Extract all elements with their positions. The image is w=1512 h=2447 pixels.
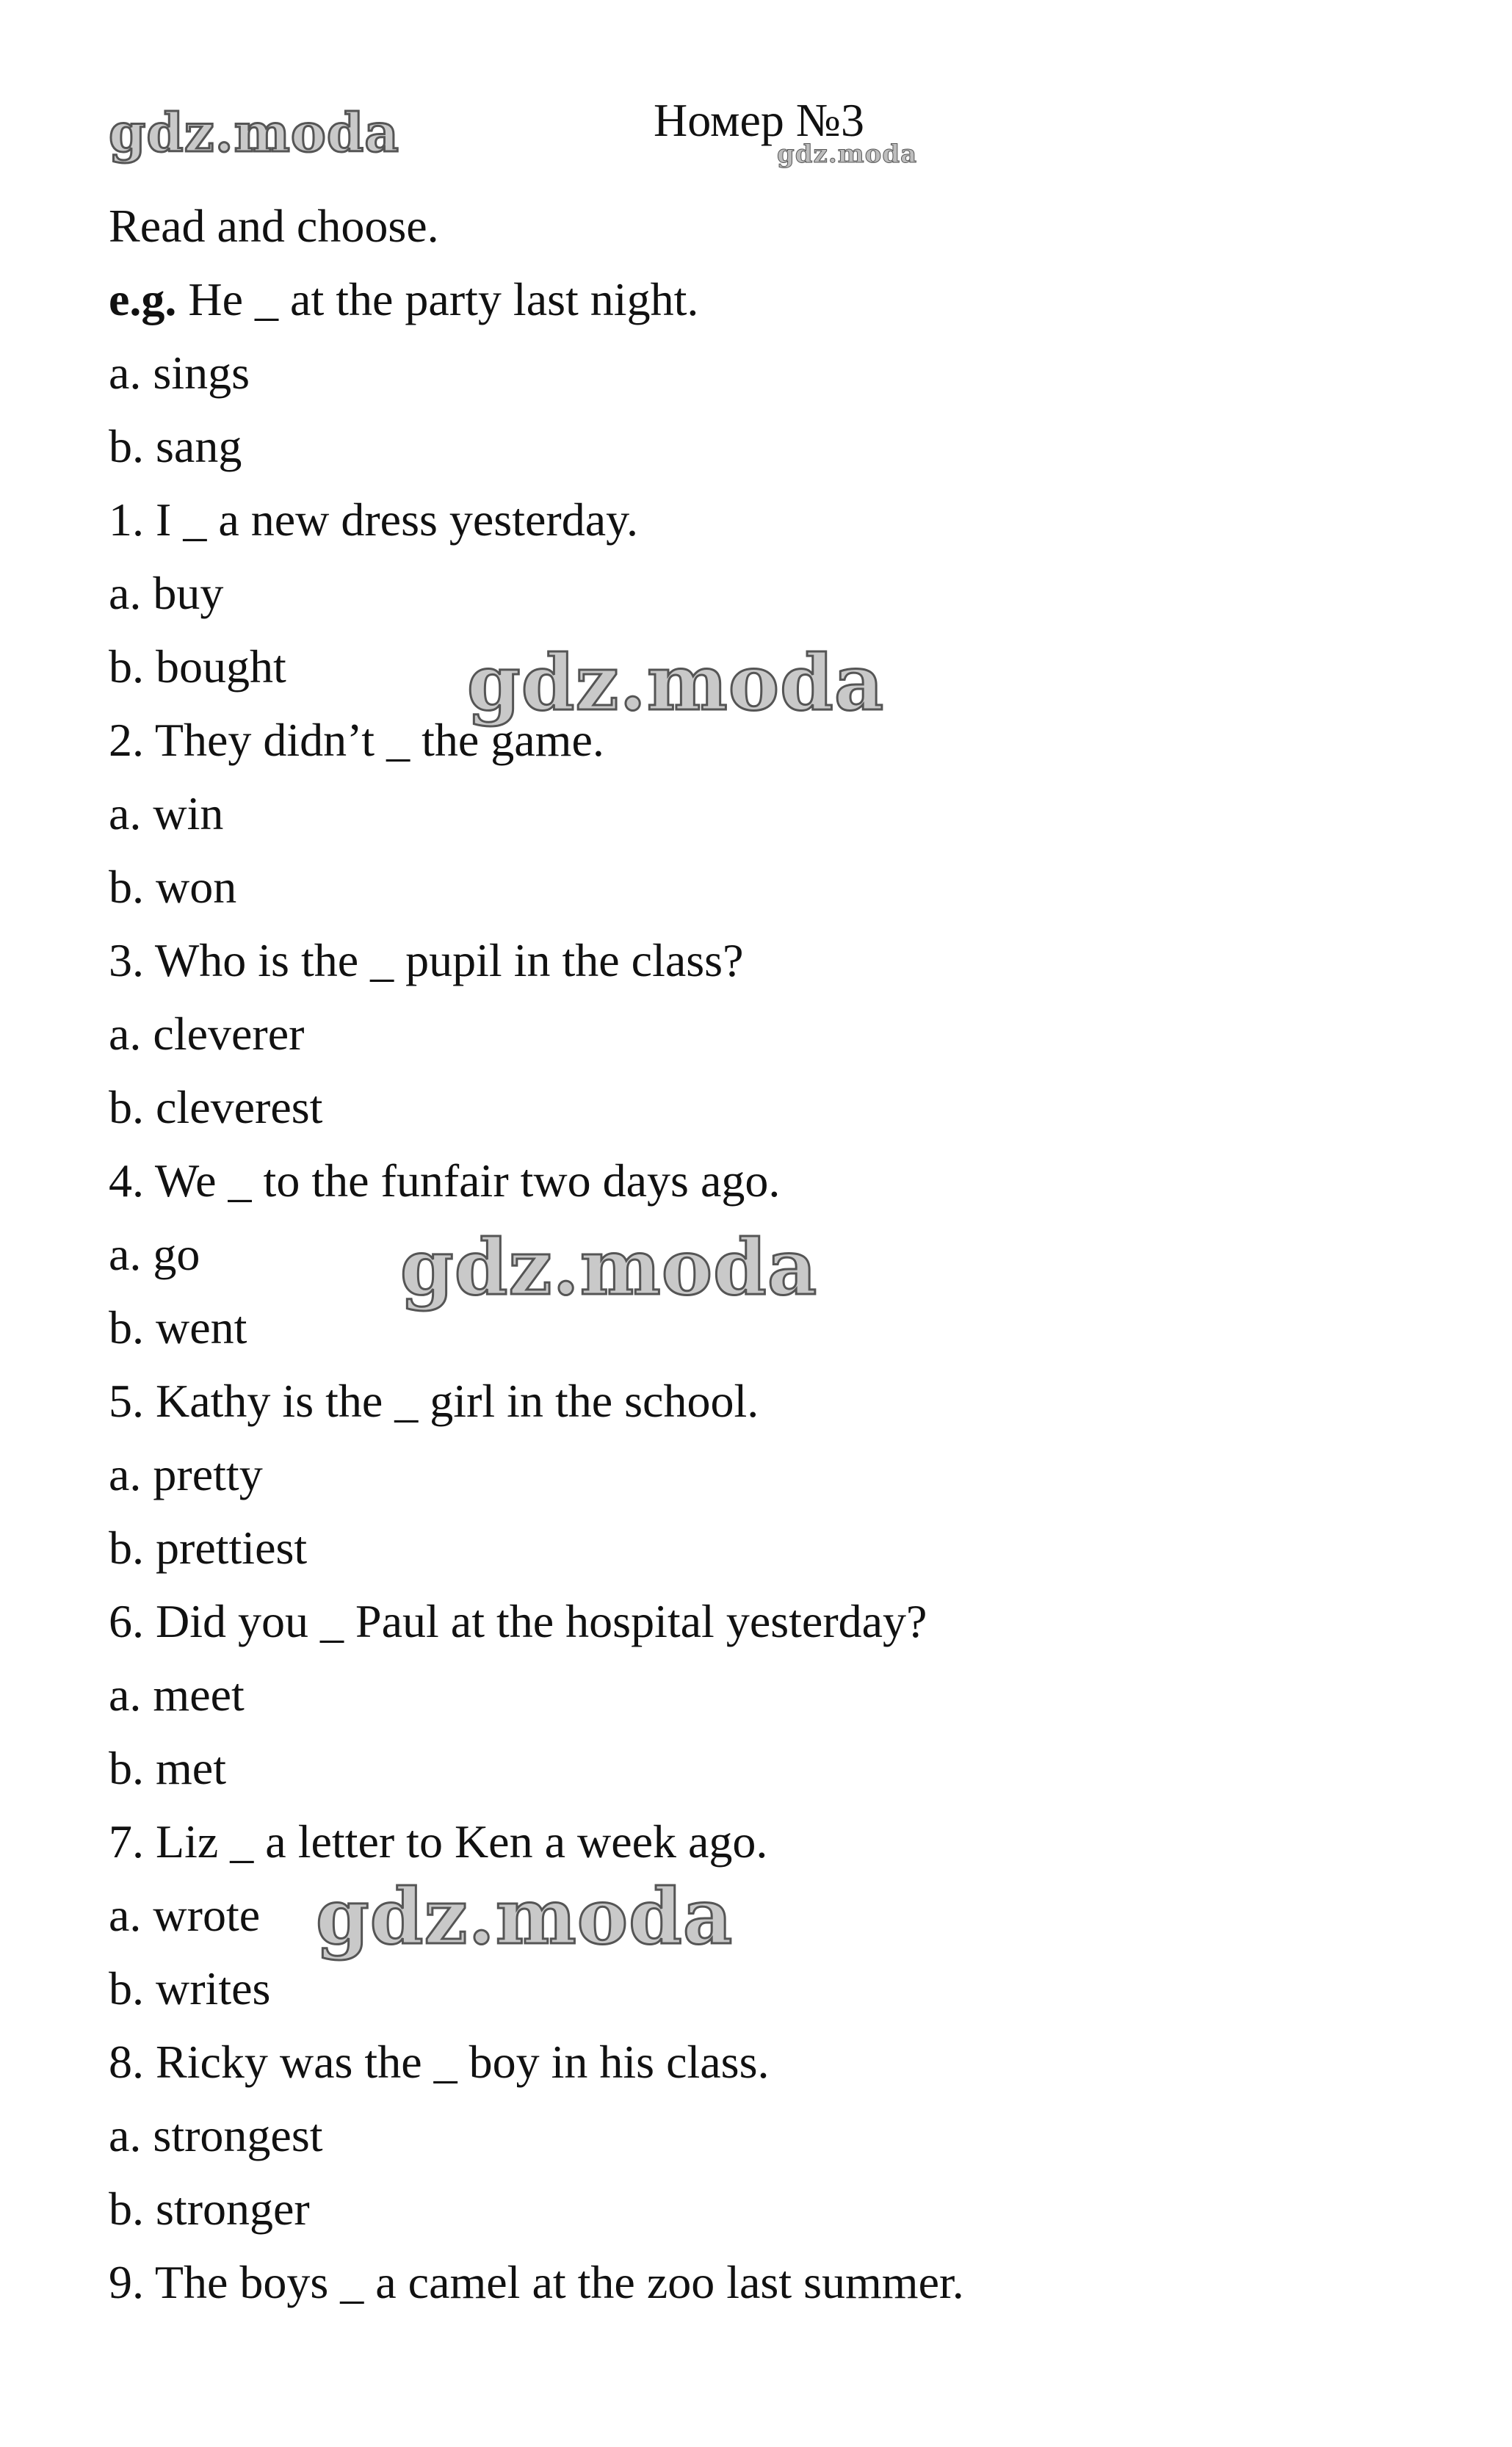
example-prefix: e.g. <box>109 273 177 325</box>
question-1-option-a: a. buy <box>109 567 224 619</box>
page-title: Номер №3 <box>654 94 864 146</box>
question-8-option-a: a. strongest <box>109 2109 323 2161</box>
question-6-option-a: a. meet <box>109 1669 245 1721</box>
question-4-option-b: b. went <box>109 1301 247 1353</box>
instruction: Read and choose. <box>109 200 439 252</box>
question-8-option-b: b. stronger <box>109 2183 310 2235</box>
watermark-3: gdz.moda <box>316 1871 734 1962</box>
example-sentence <box>109 266 698 333</box>
question-3: 3. Who is the _ pupil in the class? <box>109 934 744 986</box>
question-5-option-a: a. pretty <box>109 1448 263 1500</box>
question-4-option-a: a. go <box>109 1228 200 1280</box>
question-2-option-b: b. won <box>109 861 237 913</box>
question-3-option-b: b. cleverest <box>109 1081 323 1133</box>
site-logo: gdz.moda <box>109 101 399 164</box>
question-1-option-b: b. bought <box>109 640 286 693</box>
question-6-option-b: b. met <box>109 1742 226 1794</box>
watermark-1: gdz.moda <box>467 637 885 728</box>
example-text: He _ at the party last night. <box>176 273 699 325</box>
question-9: 9. The boys _ a camel at the zoo last summer. <box>109 2256 964 2308</box>
question-1: 1. I _ a new dress yesterday. <box>109 494 638 546</box>
title-watermark: gdz.moda <box>777 140 918 169</box>
example-option-a: a. sings <box>109 347 250 399</box>
question-7-option-a: a. wrote <box>109 1889 261 1941</box>
question-7: 7. Liz _ a letter to Ken a week ago. <box>109 1815 768 1868</box>
question-7-option-b: b. writes <box>109 1962 271 2014</box>
example-option-b: b. sang <box>109 420 242 472</box>
watermark-2: gdz.moda <box>400 1222 818 1312</box>
question-4: 4. We _ to the funfair two days ago. <box>109 1154 781 1207</box>
question-5: 5. Kathy is the _ girl in the school. <box>109 1375 759 1427</box>
question-5-option-b: b. prettiest <box>109 1522 308 1574</box>
question-6: 6. Did you _ Paul at the hospital yesterday? <box>109 1595 927 1647</box>
question-8: 8. Ricky was the _ boy in his class. <box>109 2036 770 2088</box>
question-3-option-a: a. cleverer <box>109 1008 305 1060</box>
question-2: 2. They didn’t _ the game. <box>109 714 604 766</box>
question-2-option-a: a. win <box>109 787 224 839</box>
